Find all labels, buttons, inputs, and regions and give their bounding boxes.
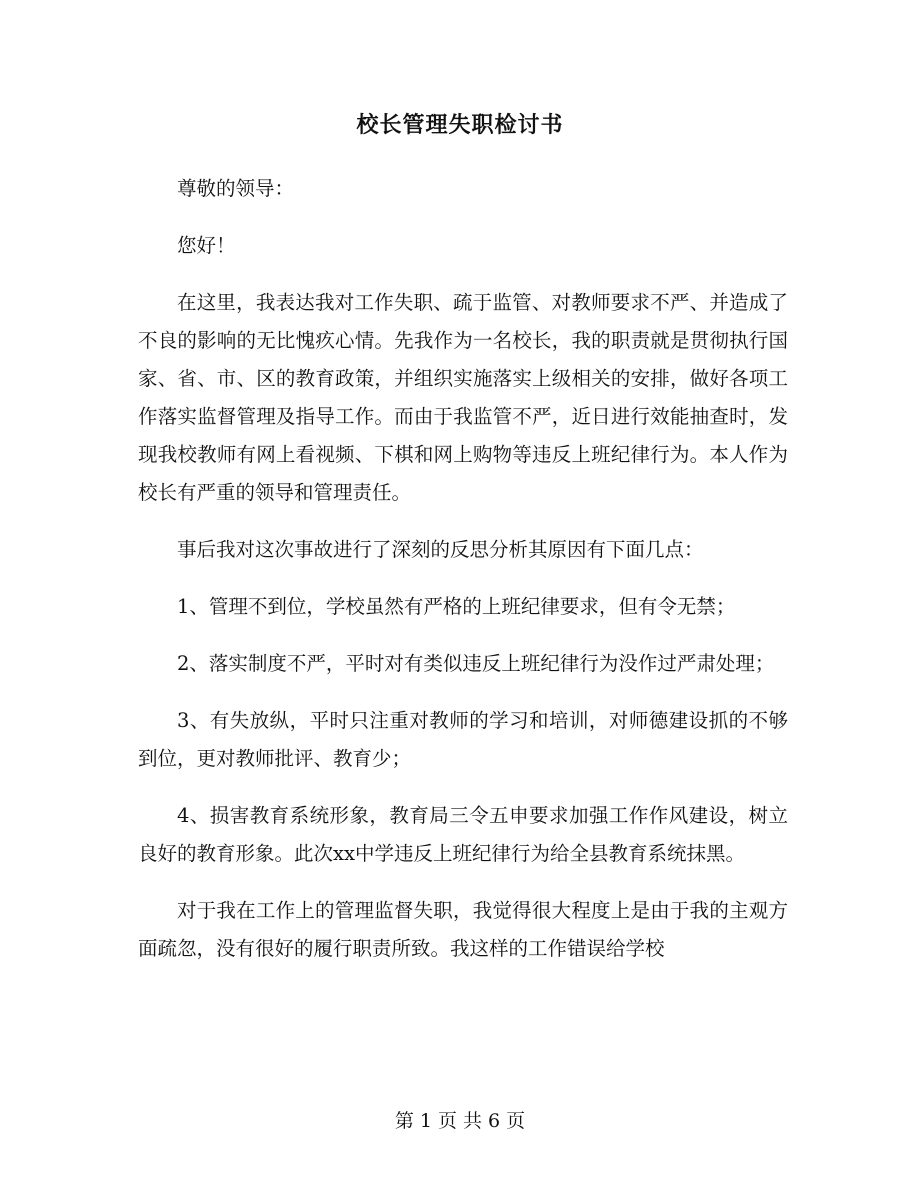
reason-item-2: 2、落实制度不严，平时对有类似违反上班纪律行为没作过严肃处理； (177, 652, 775, 675)
reason-item-4: 4、损害教育系统形象，教育局三令五申要求加强工作作风建设，树立良好的教育形象。此次xx中学违反上班纪律行为给全县教育系统抹黑。 (138, 804, 788, 865)
reason-item-1: 1、管理不到位，学校虽然有严格的上班纪律要求，但有令无禁； (177, 595, 736, 618)
page-number-footer: 第 1 页 共 6 页 (394, 1110, 526, 1132)
reason-item-3: 3、有失放纵，平时只注重对教师的学习和培训，对师德建设抓的不够到位，更对教师批评、教育少； (138, 709, 788, 770)
paragraph-intro: 在这里，我表达我对工作失职、疏于监管、对教师要求不严、并造成了不良的影响的无比愧疚心情。先我作为一名校长，我的职责就是贯彻执行国家、省、市、区的教育政策，并组织实施落实上级相关的安排，做好各项工作落实监督管理及指导工作。而由于我监管不严，近日进行效能抽查时，发现我校教师有网上看视频、下棋和网上购物等违反上班纪律行为。本人作为校长有严重的领导和管理责任。 (138, 291, 788, 504)
document-title: 校长管理失职检讨书 (356, 112, 564, 138)
greeting: 您好！ (177, 234, 236, 257)
paragraph-conclusion: 对于我在工作上的管理监督失职，我觉得很大程度上是由于我的主观方面疏忽，没有很好的履行职责所致。我这样的工作错误给学校 (138, 899, 788, 960)
document-body (138, 170, 788, 987)
paragraph-reflection: 事后我对这次事故进行了深刻的反思分析其原因有下面几点： (177, 538, 704, 561)
salutation: 尊敬的领导： (177, 177, 295, 200)
